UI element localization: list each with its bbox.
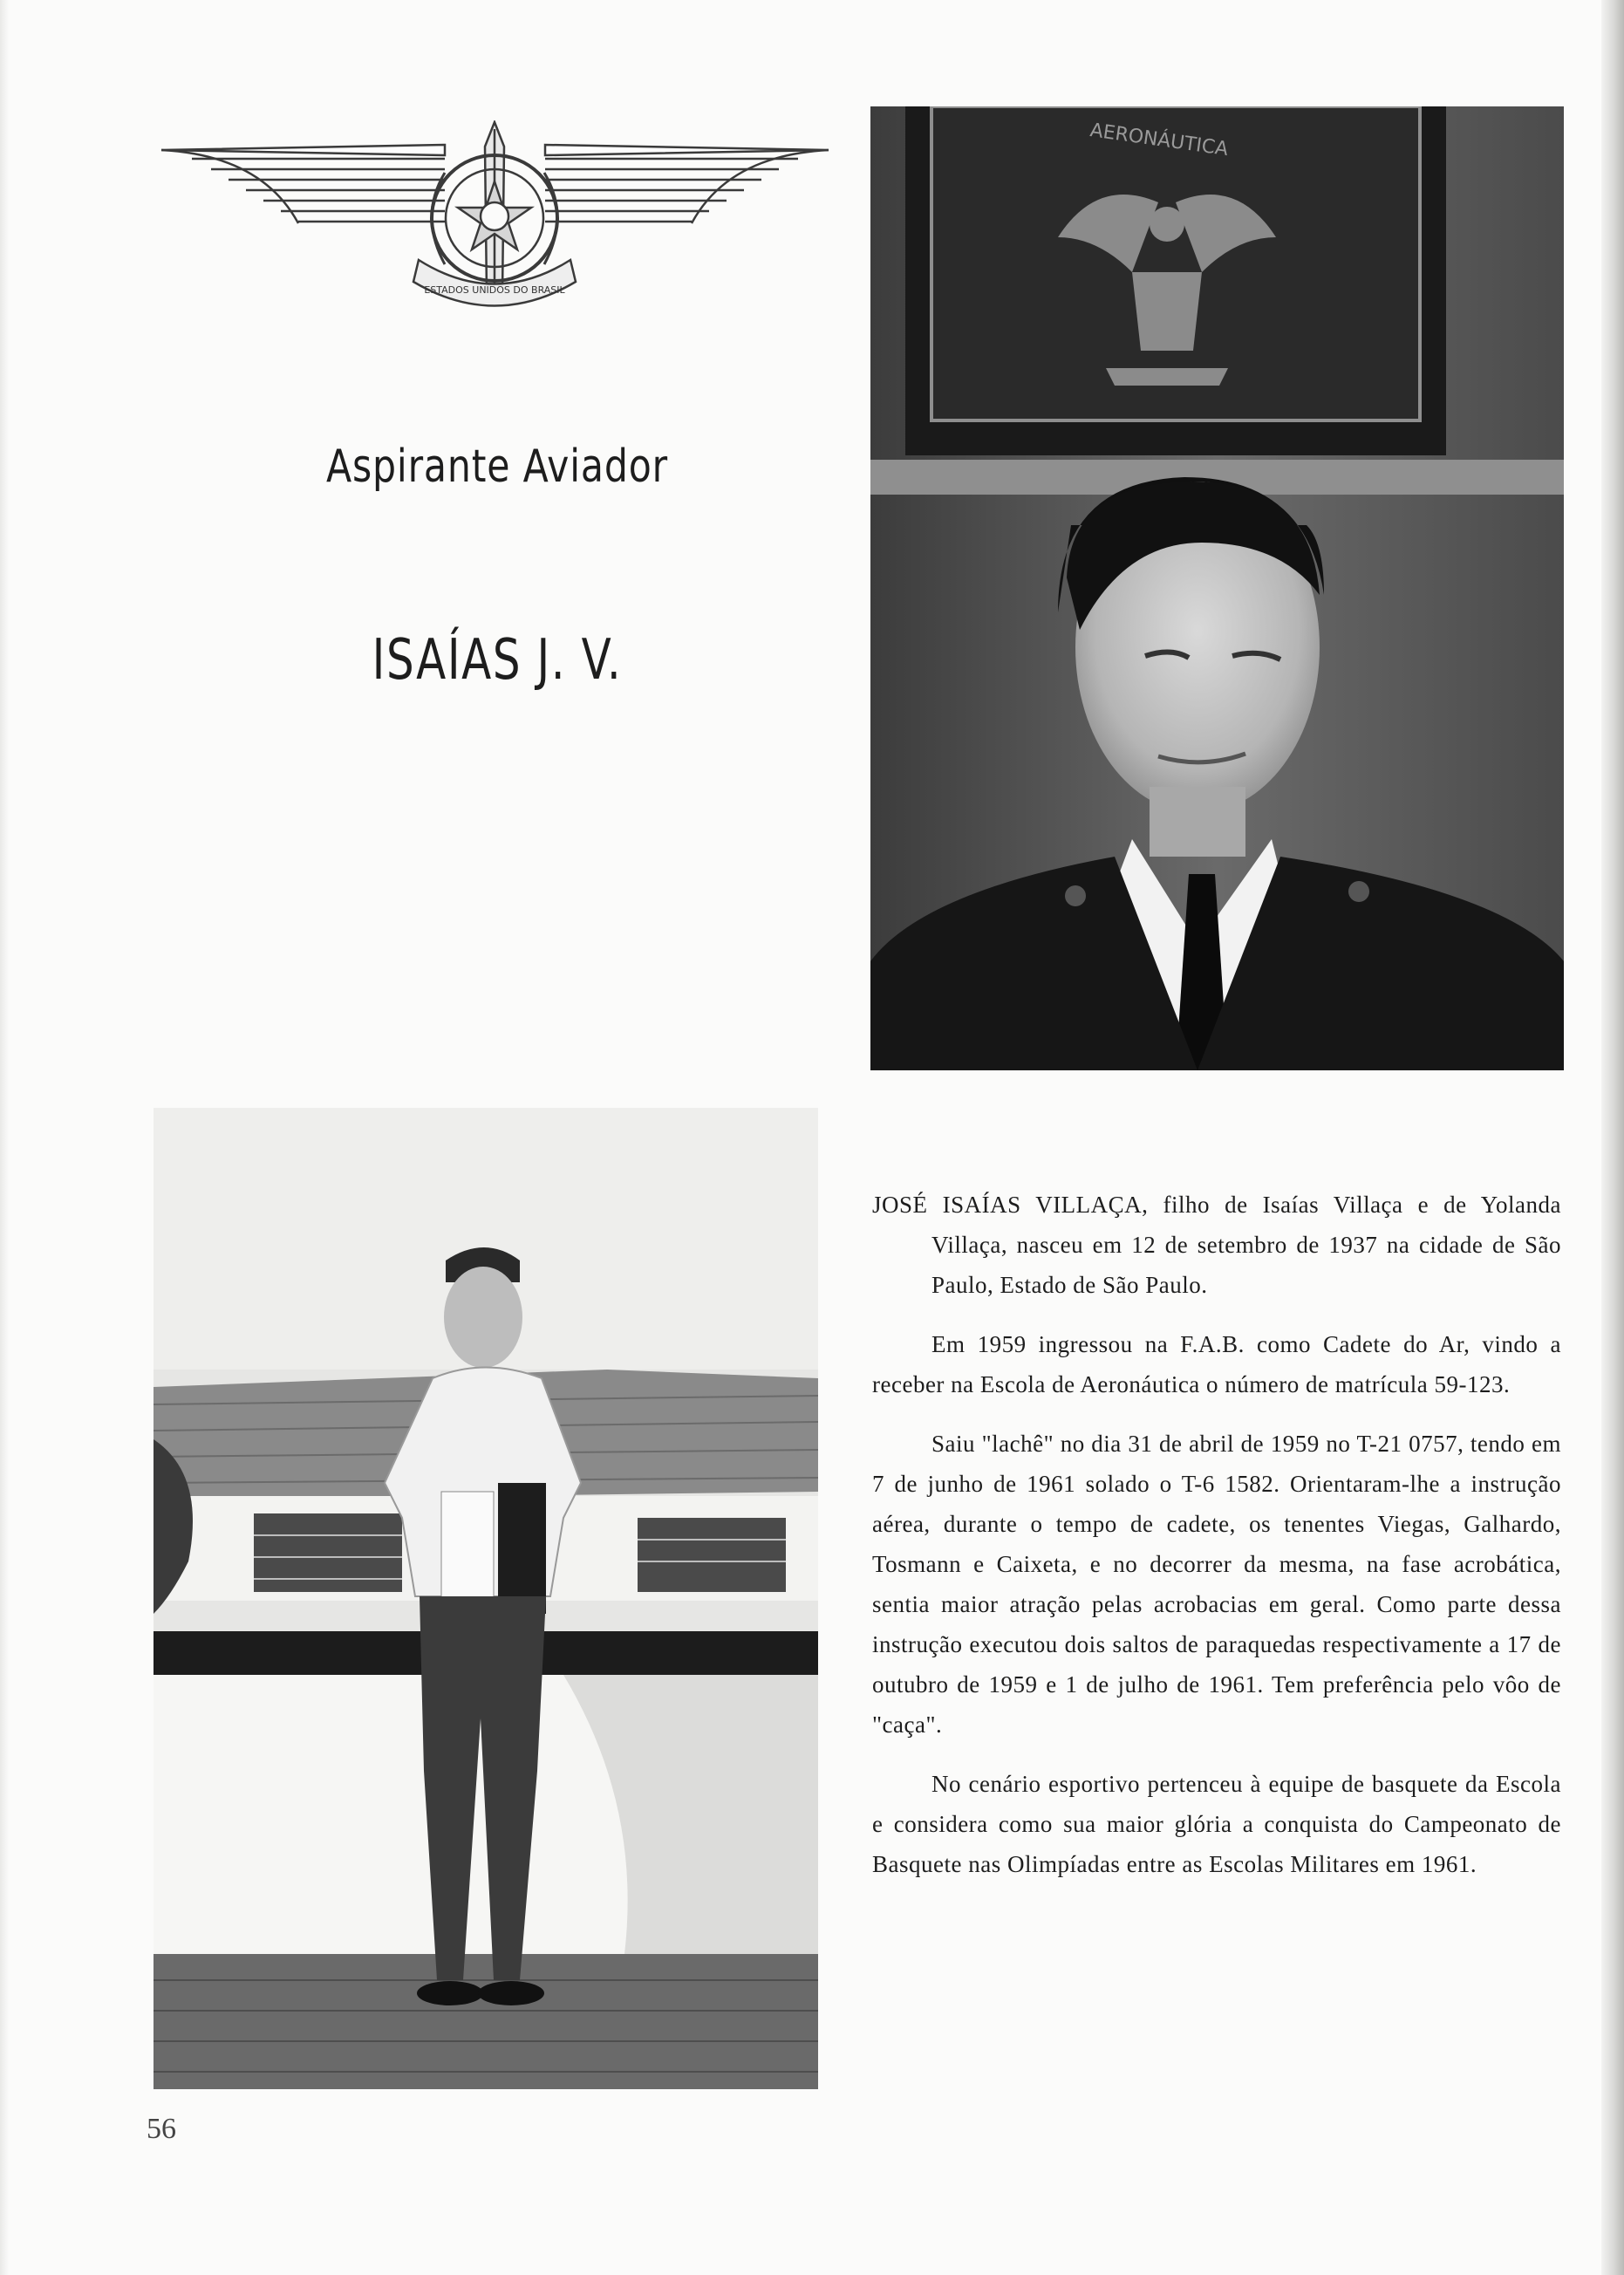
bio-paragraph: Saiu "lachê" no dia 31 de abril de 1959 no T-21 0757, tendo em 7 de junho de 1961 solado o T-6 1582. Orientaram-lhe a instrução aérea, durante o tempo de cadete, os tenentes Viegas, Galhardo, Tosmann e Caixeta, e no decorrer da mesma, na fase acrobática, sentia maior atração pelas acrobacias em geral. Como parte dessa instrução executou dois saltos de paraquedas respectivamente a 17 de outubro de 1959 e 1 de julho de 1961. Tem preferência pelo vôo de "caça". (872, 1431, 1561, 1738)
biography-text (872, 1185, 1561, 1903)
cadet-portrait-photo (870, 106, 1564, 1070)
svg-text:AERONÁUTICA: AERONÁUTICA (1088, 120, 1230, 161)
air-force-wings-badge-icon (157, 120, 833, 321)
bio-paragraph: No cenário esportivo pertenceu à equipe de basquete da Escola e considera como sua maior glória a conquista do Campeonato de Basquete nas Olimpíadas entre as Escolas Militares em 1961. (872, 1771, 1561, 1877)
bio-paragraph: Em 1959 ingressou na F.A.B. como Cadete do Ar, vindo a receber na Escola de Aeronáutica o número de matrícula 59-123. (872, 1331, 1561, 1397)
cadet-standing-photo (154, 1108, 818, 2089)
page-number: 56 (147, 2113, 176, 2145)
svg-text:ESTADOS UNIDOS DO BRASIL: ESTADOS UNIDOS DO BRASIL (424, 284, 565, 296)
rank-heading: Aspirante Aviador (325, 441, 668, 493)
page-gutter-shadow (0, 0, 9, 2275)
bio-paragraph: JOSÉ ISAÍAS VILLAÇA, filho de Isaías Villaça e de Yolanda Villaça, nasceu em 12 de setembro de 1937 na cidade de São Paulo, Estado de São Paulo. (872, 1192, 1561, 1298)
cadet-name-heading: ISAÍAS J. V. (372, 628, 623, 693)
page-edge (1601, 0, 1624, 2275)
